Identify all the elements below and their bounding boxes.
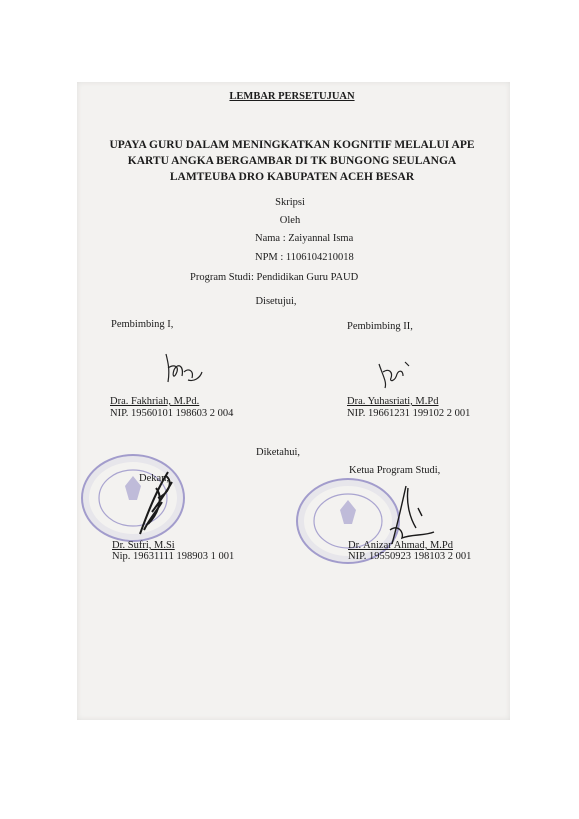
by-label: Oleh <box>279 215 301 226</box>
dean-name: Dr. Sufri, M.Si <box>112 540 175 551</box>
dean-nip: Nip. 19631111 198903 1 001 <box>112 551 235 562</box>
program-head-name: Dr. Anizar Ahmad, M.Pd <box>348 540 453 551</box>
student-npm: NPM : 1106104210018 <box>255 252 354 263</box>
student-name: Nama : Zaiyannal Isma <box>255 233 354 244</box>
document-type: Skripsi <box>275 197 305 208</box>
title-line-3: LAMTEUBA DRO KABUPATEN ACEH BESAR <box>169 171 415 183</box>
advisor1-role: Pembimbing I, <box>111 319 174 330</box>
known-label: Diketahui, <box>255 447 301 458</box>
title-line-2: KARTU ANGKA BERGAMBAR DI TK BUNGONG SEULANGA <box>127 155 457 167</box>
advisor2-signature <box>373 356 413 392</box>
dean-role: Dekan, <box>139 473 170 484</box>
dean-signature <box>128 468 188 540</box>
advisor1-nip: NIP. 19560101 198603 2 004 <box>110 408 234 419</box>
advisor2-nip: NIP. 19661231 199102 2 001 <box>347 408 471 419</box>
document-heading: LEMBAR PERSETUJUAN <box>229 91 355 102</box>
advisor1-signature <box>160 348 205 390</box>
advisor2-role: Pembimbing II, <box>347 321 413 332</box>
advisor1-name: Dra. Fakhriah, M.Pd. <box>110 396 200 407</box>
title-line-1: UPAYA GURU DALAM MENINGKATKAN KOGNITIF MELALUI APE <box>109 139 475 151</box>
advisor2-name: Dra. Yuhasriati, M.Pd <box>347 396 439 407</box>
program-head-role: Ketua Program Studi, <box>349 465 441 476</box>
program-head-nip: NIP. 19550923 198103 2 001 <box>348 551 472 562</box>
approved-label: Disetujui, <box>255 296 297 307</box>
study-program: Program Studi: Pendidikan Guru PAUD <box>190 272 359 283</box>
